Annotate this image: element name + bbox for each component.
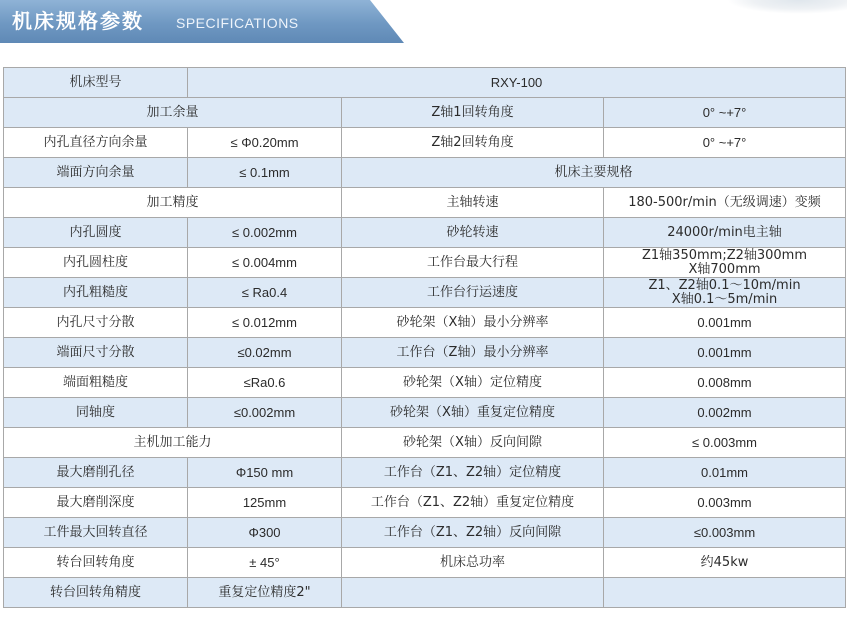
wheelhead-positioning-value: 0.008mm <box>604 368 846 398</box>
face-dispersion-label: 端面尺寸分散 <box>4 338 188 368</box>
table-row <box>4 98 846 128</box>
roughness-value: ≤ Ra0.4 <box>188 278 342 308</box>
table-row <box>4 248 846 278</box>
cylindricity-value: ≤ 0.004mm <box>188 248 342 278</box>
table-row <box>4 278 846 308</box>
table-speed-line2: X轴0.1～5m/min <box>671 291 778 307</box>
specifications-table <box>3 67 846 608</box>
z1-angle-value: 0° ~+7° <box>604 98 846 128</box>
section-machining-accuracy: 加工精度 <box>4 188 342 218</box>
corner-decoration <box>727 0 847 14</box>
z2-angle-label: Z轴2回转角度 <box>342 128 604 158</box>
spindle-speed-value: 180-500r/min（无级调速）变频 <box>604 188 846 218</box>
table-row <box>4 578 846 608</box>
total-power-label: 机床总功率 <box>342 548 604 578</box>
table-travel-line2: X轴700mm <box>688 261 761 277</box>
coaxiality-value: ≤0.002mm <box>188 398 342 428</box>
table-row <box>4 368 846 398</box>
table-travel-label: 工作台最大行程 <box>342 248 604 278</box>
table-repeat-value: 0.003mm <box>604 488 846 518</box>
page-title: 机床规格参数 <box>12 9 144 33</box>
table-speed-line1: Z1、Z2轴0.1～10m/min <box>648 277 801 293</box>
empty-cell <box>342 578 604 608</box>
wheelhead-backlash-label: 砂轮架（X轴）反向间隙 <box>342 428 604 458</box>
section-capacity: 主机加工能力 <box>4 428 342 458</box>
model-label: 机床型号 <box>4 68 188 98</box>
wheel-speed-label: 砂轮转速 <box>342 218 604 248</box>
table-travel-line1: Z1轴350mm;Z2轴300mm <box>642 247 808 263</box>
coaxiality-label: 同轴度 <box>4 398 188 428</box>
table-positioning-value: 0.01mm <box>604 458 846 488</box>
table-row <box>4 548 846 578</box>
table-travel-value <box>604 248 846 278</box>
wheelhead-positioning-label: 砂轮架（X轴）定位精度 <box>342 368 604 398</box>
turntable-accuracy-label: 转台回转角精度 <box>4 578 188 608</box>
wheelhead-resolution-label: 砂轮架（X轴）最小分辨率 <box>342 308 604 338</box>
wheelhead-backlash-value: ≤ 0.003mm <box>604 428 846 458</box>
face-allowance-label: 端面方向余量 <box>4 158 188 188</box>
wheel-speed-value: 24000r/min电主轴 <box>604 218 846 248</box>
table-row <box>4 488 846 518</box>
model-value: RXY-100 <box>188 68 846 98</box>
wheelhead-repeat-value: 0.002mm <box>604 398 846 428</box>
roundness-label: 内孔圆度 <box>4 218 188 248</box>
z2-angle-value: 0° ~+7° <box>604 128 846 158</box>
table-row <box>4 428 846 458</box>
max-bore-label: 最大磨削孔径 <box>4 458 188 488</box>
bore-dispersion-value: ≤ 0.012mm <box>188 308 342 338</box>
bore-radial-value: ≤ Φ0.20mm <box>188 128 342 158</box>
z1-angle-label: Z轴1回转角度 <box>342 98 604 128</box>
table-row <box>4 128 846 158</box>
table-backlash-value: ≤0.003mm <box>604 518 846 548</box>
face-dispersion-value: ≤0.02mm <box>188 338 342 368</box>
max-depth-label: 最大磨削深度 <box>4 488 188 518</box>
max-bore-value: Φ150 mm <box>188 458 342 488</box>
turntable-angle-value: ± 45° <box>188 548 342 578</box>
roughness-label: 内孔粗糙度 <box>4 278 188 308</box>
wheelhead-resolution-value: 0.001mm <box>604 308 846 338</box>
page-subtitle: SPECIFICATIONS <box>176 15 299 31</box>
max-swing-label: 工件最大回转直径 <box>4 518 188 548</box>
total-power-value: 约45kw <box>604 548 846 578</box>
face-allowance-value: ≤ 0.1mm <box>188 158 342 188</box>
turntable-angle-label: 转台回转角度 <box>4 548 188 578</box>
table-row <box>4 188 846 218</box>
table-row <box>4 218 846 248</box>
table-row <box>4 458 846 488</box>
bore-dispersion-label: 内孔尺寸分散 <box>4 308 188 338</box>
face-roughness-value: ≤Ra0.6 <box>188 368 342 398</box>
table-row <box>4 68 846 98</box>
table-speed-value <box>604 278 846 308</box>
face-roughness-label: 端面粗糙度 <box>4 368 188 398</box>
max-swing-value: Φ300 <box>188 518 342 548</box>
table-backlash-label: 工作台（Z1、Z2轴）反向间隙 <box>342 518 604 548</box>
wheelhead-repeat-label: 砂轮架（X轴）重复定位精度 <box>342 398 604 428</box>
table-speed-label: 工作台行运速度 <box>342 278 604 308</box>
turntable-accuracy-value: 重复定位精度2" <box>188 578 342 608</box>
spindle-speed-label: 主轴转速 <box>342 188 604 218</box>
table-repeat-label: 工作台（Z1、Z2轴）重复定位精度 <box>342 488 604 518</box>
section-main-specs: 机床主要规格 <box>342 158 846 188</box>
table-resolution-label: 工作台（Z轴）最小分辨率 <box>342 338 604 368</box>
roundness-value: ≤ 0.002mm <box>188 218 342 248</box>
table-positioning-label: 工作台（Z1、Z2轴）定位精度 <box>342 458 604 488</box>
cylindricity-label: 内孔圆柱度 <box>4 248 188 278</box>
bore-radial-label: 内孔直径方向余量 <box>4 128 188 158</box>
max-depth-value: 125mm <box>188 488 342 518</box>
table-row <box>4 398 846 428</box>
table-resolution-value: 0.001mm <box>604 338 846 368</box>
table-row <box>4 158 846 188</box>
table-row <box>4 518 846 548</box>
empty-cell <box>604 578 846 608</box>
table-row <box>4 338 846 368</box>
table-row <box>4 308 846 338</box>
section-machining-allowance: 加工余量 <box>4 98 342 128</box>
